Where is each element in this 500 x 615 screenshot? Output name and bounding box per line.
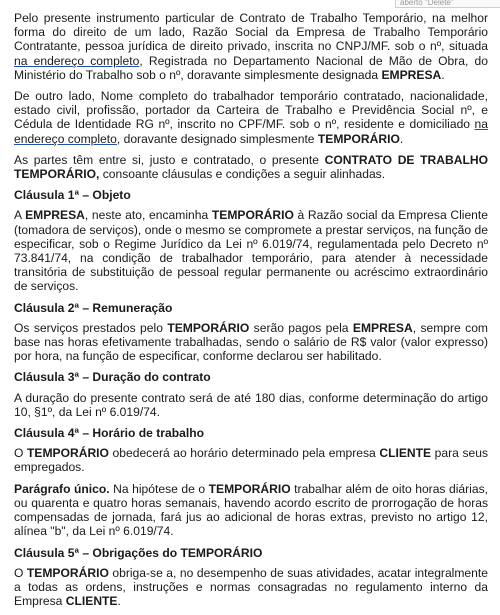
text: De outro lado, Nome completo do trabalhador temporário contratado, nacionalidade, estado civil, profissão, portador da Carteira de Trabalho e Previdência Social nº, e Cédula de Identidade RG nº, inscrito no CPF/MF. sob o nº, residente e domiciliado bbox=[14, 89, 488, 132]
address-link[interactable]: na endereço completo bbox=[14, 53, 140, 68]
bold-text: CLIENTE bbox=[379, 446, 432, 461]
address-link[interactable]: na endereço completo bbox=[14, 117, 488, 146]
text: . bbox=[441, 67, 445, 82]
text: , neste ato, encaminha bbox=[84, 208, 212, 223]
bold-text: TEMPORÁRIO bbox=[26, 446, 109, 461]
clause-3-text: A duração do presente contrato será de até 180 dias, conforme determinação do artigo 10, §1º, da Lei nº 6.019/74. bbox=[14, 390, 488, 419]
text: Na hipótese de o bbox=[109, 481, 209, 496]
text: obedecerá ao horário determinado pela empresa bbox=[108, 446, 380, 461]
bold-text: EMPRESA bbox=[352, 320, 413, 335]
text: . bbox=[117, 594, 121, 609]
text: serão pagos pela bbox=[249, 320, 353, 335]
text: Pelo presente instrumento particular de Contrato de Trabalho Temporário, na melhor forma do direito de um lado, Razão Social da Empresa de Trabalho Temporário Contratante, pessoa jurídica de direito privado, inscrita no CNPJ/MF. sob o nº, situada bbox=[14, 11, 488, 54]
text: à Razão social da Empresa Cliente (tomadora de serviços), onde o mesmo se compromete a prestar serviços, na função de especificar, sob o Regime Jurídico da Lei nº 6.019/74, regulamentada pelo Decreto nº 73.841/74, na condição de trabalhador temporário, para atender à necessidade transitória de substituição de pessoal regular permanente ou acréscimo extraordinário de serviços. bbox=[14, 208, 488, 294]
bold-text: TEMPORÁRIO bbox=[208, 481, 291, 496]
intro-paragraph-temporario bbox=[14, 89, 488, 146]
text: , doravante designado simplesmente bbox=[116, 131, 318, 146]
text: consoante cláusulas e condições a seguir alinhadas. bbox=[99, 167, 386, 182]
text: As partes têm entre si, justo e contratado, o presente bbox=[14, 152, 325, 167]
bold-text: CONTRATO DE TRABALHO TEMPORÁRIO, bbox=[14, 152, 489, 182]
bold-text: CLIENTE bbox=[65, 594, 118, 609]
text: Os serviços prestados pelo bbox=[14, 320, 168, 335]
clause-1-text bbox=[14, 208, 488, 293]
text: . bbox=[399, 131, 404, 146]
clause-2-heading: Cláusula 2ª – Remuneração bbox=[14, 300, 173, 315]
bold-text: EMPRESA bbox=[381, 67, 442, 82]
bold-text: EMPRESA bbox=[25, 208, 85, 223]
text: para seus empregados. bbox=[14, 446, 488, 475]
clause-4-text bbox=[14, 446, 488, 474]
corner-tag: aberto "Delete" bbox=[395, 0, 500, 8]
contract-document bbox=[14, 11, 488, 615]
clause-4-heading: Cláusula 4ª – Horário de trabalho bbox=[14, 426, 204, 441]
clause-1-heading: Cláusula 1ª – Objeto bbox=[14, 188, 131, 203]
bold-text: TEMPORÁRIO bbox=[211, 208, 294, 223]
clause-4-paragraph-unico bbox=[14, 482, 488, 539]
clause-3-heading: Cláusula 3ª – Duração do contrato bbox=[14, 370, 211, 385]
agreement-paragraph bbox=[14, 153, 488, 181]
text: A bbox=[14, 208, 26, 223]
text: , Registrada no Departamento Nacional de Mão de Obra, do Ministério do Trabalho sob o nº, doravante simplesmente designada bbox=[14, 53, 488, 82]
bold-text: TEMPORÁRIO bbox=[317, 131, 400, 146]
paragraph-label: Parágrafo único. bbox=[14, 481, 110, 496]
clause-5-text bbox=[14, 566, 488, 609]
bold-text: TEMPORÁRIO bbox=[26, 565, 109, 580]
text: O bbox=[14, 565, 27, 580]
bold-text: TEMPORÁRIO bbox=[167, 320, 250, 335]
clause-5-heading: Cláusula 5ª – Obrigações do TEMPORÁRIO bbox=[14, 545, 263, 560]
text: obriga-se a, no desempenho de suas atividades, acatar integralmente a todas as ordens, instruções e normas consagradas no regulamento interno da Empresa bbox=[14, 565, 488, 609]
text: , sempre com base nas horas efetivamente trabalhadas, sendo o salário de R$ valor (valor expresso) por hora, na função de especificar, conforme declarou ser habilitado. bbox=[14, 320, 488, 364]
intro-paragraph-empresa bbox=[14, 11, 488, 82]
text: O bbox=[14, 446, 27, 461]
clause-2-text bbox=[14, 321, 488, 364]
text: trabalhar além de oito horas diárias, ou quarenta e quatro horas semanais, havendo acordo escrito de prorrogação de horas compensadas de jornada, fará jus ao adicional de horas extras, previsto no artigo 12, alínea "b", da Lei nº 6.019/74. bbox=[14, 481, 488, 539]
